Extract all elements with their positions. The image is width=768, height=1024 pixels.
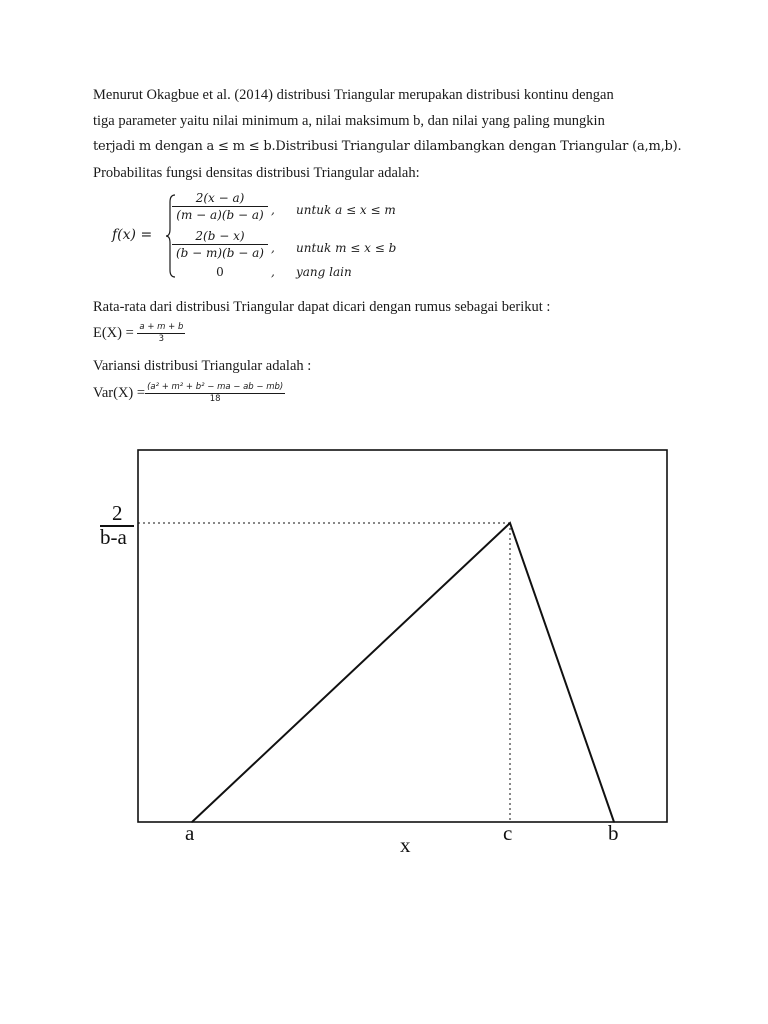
mean-numerator: a + m + b — [139, 322, 184, 332]
case1-condition: untuk a ≤ x ≤ m — [296, 203, 396, 217]
case3-comma: , — [271, 265, 275, 279]
variance-intro — [93, 353, 693, 379]
x-axis-label: x — [400, 833, 411, 857]
variance-equation — [93, 382, 285, 405]
case2-condition: untuk m ≤ x ≤ b — [296, 241, 397, 255]
case2-fraction — [172, 228, 268, 261]
intro-line-1: Menurut Okagbue et al. (2014) distribusi Triangular merupakan distribusi kontinu dengan — [93, 87, 614, 103]
variance-fraction — [145, 382, 285, 405]
intro-line-4: Probabilitas fungsi densitas distribusi Triangular adalah: — [93, 165, 420, 181]
mean-intro-text: Rata-rata dari distribusi Triangular dapat dicari dengan rumus sebagai berikut : — [93, 299, 551, 315]
mean-fraction — [137, 322, 185, 345]
density-point-c — [509, 522, 511, 524]
intro-line-3: terjadi m dengan a ≤ m ≤ b.Distribusi Triangular dilambangkan dengan Triangular (a,m,b). — [93, 139, 682, 154]
variance-lhs: Var(X) = — [93, 384, 146, 401]
mean-lhs: E(X) = — [93, 324, 134, 341]
pdf-formula — [112, 190, 432, 282]
case2-denominator: (b − m)(b − a) — [172, 244, 268, 261]
y-peak-label-numerator: 2 — [112, 501, 123, 525]
triangular-pdf-figure — [92, 445, 672, 865]
case3-value: 0 — [216, 265, 224, 279]
pdf-lhs: f(x) = — [112, 227, 153, 243]
mean-denominator: 3 — [137, 333, 185, 345]
case1-numerator: 2(x − a) — [195, 191, 245, 205]
case1-comma: , — [271, 203, 275, 217]
triangular-pdf-plot — [92, 445, 672, 865]
case1-denominator: (m − a)(b − a) — [172, 206, 268, 223]
mean-equation — [93, 322, 185, 345]
intro-paragraph — [93, 82, 693, 186]
y-peak-label-denominator: b-a — [100, 525, 127, 549]
x-tick-label-c: c — [503, 821, 513, 845]
x-tick-label-a: a — [185, 821, 195, 845]
mean-intro — [93, 294, 693, 320]
density-line — [192, 523, 614, 822]
case1-fraction — [172, 190, 268, 223]
variance-denominator: 18 — [145, 393, 285, 405]
plot-frame — [138, 450, 667, 822]
case2-comma: , — [271, 241, 275, 255]
variance-intro-text: Variansi distribusi Triangular adalah : — [93, 358, 312, 374]
variance-numerator: (a² + m² + b² − ma − ab − mb) — [147, 382, 284, 392]
x-tick-label-b: b — [608, 821, 619, 845]
intro-line-2: tiga parameter yaitu nilai minimum a, nilai maksimum b, dan nilai yang paling mungkin — [93, 113, 605, 129]
case3-condition: yang lain — [296, 265, 352, 279]
case2-numerator: 2(b − x) — [195, 229, 245, 243]
